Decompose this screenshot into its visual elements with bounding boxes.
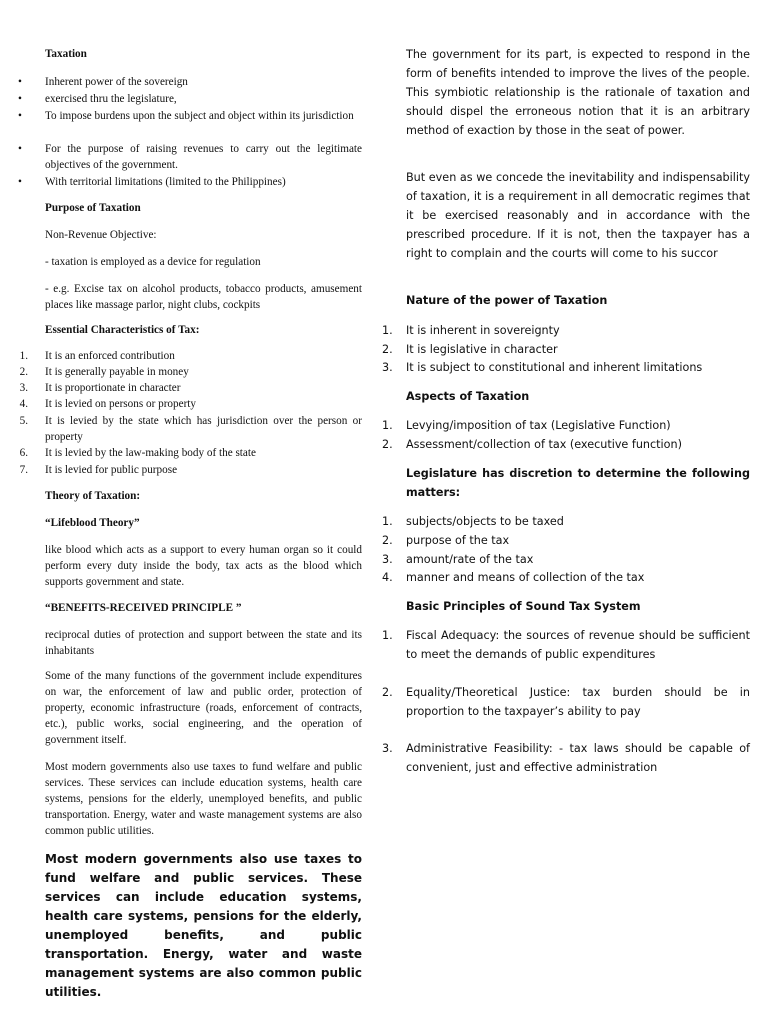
list-number: 2. <box>19 366 28 378</box>
list-item: It is proportionate in character <box>45 382 181 394</box>
excise-example-text: - e.g. Excise tax on alcohol products, tobacco products, amusement places like massage parlor, night clubs, cockpits <box>45 283 362 311</box>
heading-essential-characteristics: Essential Characteristics of Tax: <box>45 324 200 336</box>
bullet-marker: • <box>18 176 22 188</box>
list-number: 1. <box>19 350 28 362</box>
list-item: It is an enforced contribution <box>45 350 175 362</box>
heading-aspects: Aspects of Taxation <box>406 390 530 403</box>
modern-governments-text: Most modern governments also use taxes to fund welfare and public services. These services can include education systems, health care systems, pensions for the elderly, unemployed benefits, and public transportation. Energy, water and waste management systems are also common public utilities. <box>45 761 362 837</box>
heading-purpose: Purpose of Taxation <box>45 202 141 214</box>
benefits-text: reciprocal duties of protection and support between the state and its inhabitants <box>45 629 362 657</box>
list-item: Administrative Feasibility: - tax laws should be capable of convenient, just and effective administration <box>406 742 750 774</box>
list-item: Inherent power of the sovereign <box>45 76 188 88</box>
lifeblood-text: like blood which acts as a support to every human organ so it could perform every duty inside the body, tax acts as the blood which supports government and state. <box>45 544 362 588</box>
list-number: 1. <box>382 629 393 642</box>
list-item: purpose of the tax <box>406 534 510 547</box>
list-item: For the purpose of raising revenues to carry out the legitimate objectives of the government. <box>45 143 362 171</box>
list-number: 2. <box>382 686 393 699</box>
heading-taxation: Taxation <box>45 48 87 60</box>
heading-basic-principles: Basic Principles of Sound Tax System <box>406 600 641 613</box>
functions-text: Some of the many functions of the government include expenditures on war, the enforcement of law and public order, protection of property, economic infrastructure (roads, enforcement of contracts, etc.), public works, social engineering, and the operation of government itself. <box>45 670 362 746</box>
bullet-marker: • <box>18 76 22 88</box>
list-number: 4. <box>382 571 393 584</box>
heading-theory: Theory of Taxation: <box>45 490 141 502</box>
list-number: 2. <box>382 534 393 547</box>
bullet-marker: • <box>18 143 22 155</box>
heading-benefits-received: “BENEFITS-RECEIVED PRINCIPLE ” <box>45 602 242 614</box>
list-item: To impose burdens upon the subject and object within its jurisdiction <box>45 110 354 122</box>
list-item: It is levied by the state which has jurisdiction over the person or property <box>45 415 362 443</box>
list-item: Assessment/collection of tax (executive function) <box>406 438 682 451</box>
heading-lifeblood: “Lifeblood Theory” <box>45 517 140 529</box>
list-item: amount/rate of the tax <box>406 553 534 566</box>
list-item: It is levied by the law-making body of the state <box>45 447 256 459</box>
list-item: Equality/Theoretical Justice: tax burden should be in proportion to the taxpayer’s ability to pay <box>406 686 750 718</box>
list-number: 3. <box>19 382 28 394</box>
list-item: manner and means of collection of the tax <box>406 571 645 584</box>
list-item: It is levied for public purpose <box>45 464 178 476</box>
list-number: 3. <box>382 553 393 566</box>
list-number: 1. <box>382 419 393 432</box>
list-number: 2. <box>382 343 393 356</box>
modern-governments-text-bold: Most modern governments also use taxes to fund welfare and public services. These services can include education systems, health care systems, pensions for the elderly, unemployed benefits, and public transportation. Energy, water and waste management systems are also common public utilities. <box>45 852 362 999</box>
reasonable-exercise-paragraph: But even as we concede the inevitability and indispensability of taxation, it is a requirement in all democratic regimes that it be exercised reasonably and in accordance with the prescribed procedure. If it is not, then the taxpayer has a right to complain and the courts will come to his succor <box>406 171 750 260</box>
list-number: 5. <box>19 415 28 427</box>
non-revenue-label: Non-Revenue Objective: <box>45 229 157 241</box>
bullet-marker: • <box>18 110 22 122</box>
list-item: It is legislative in character <box>406 343 558 356</box>
list-number: 3. <box>382 361 393 374</box>
list-item: It is inherent in sovereignty <box>406 324 560 337</box>
heading-nature-of-power: Nature of the power of Taxation <box>406 294 608 307</box>
list-number: 1. <box>382 324 393 337</box>
list-item: subjects/objects to be taxed <box>406 515 564 528</box>
list-number: 4. <box>19 398 28 410</box>
list-item: It is subject to constitutional and inherent limitations <box>406 361 703 374</box>
list-number: 2. <box>382 438 393 451</box>
list-number: 6. <box>19 447 28 459</box>
list-item: exercised thru the legislature, <box>45 93 177 105</box>
heading-legislature-discretion: Legislature has discretion to determine the following matters: <box>406 467 750 499</box>
list-item: It is generally payable in money <box>45 366 189 378</box>
regulation-text: - taxation is employed as a device for regulation <box>45 256 261 268</box>
list-item: It is levied on persons or property <box>45 398 196 410</box>
list-number: 7. <box>19 464 28 476</box>
list-item: Levying/imposition of tax (Legislative Function) <box>406 419 671 432</box>
list-number: 1. <box>382 515 393 528</box>
list-item: Fiscal Adequacy: the sources of revenue should be sufficient to meet the demands of public expenditures <box>406 629 750 661</box>
list-item: With territorial limitations (limited to the Philippines) <box>45 176 286 188</box>
government-response-paragraph: The government for its part, is expected to respond in the form of benefits intended to improve the lives of the people. This symbiotic relationship is the rationale of taxation and should dispel the erroneous notion that it is an arbitrary method of exaction by those in the seat of power. <box>406 48 750 137</box>
list-number: 3. <box>382 742 393 755</box>
bullet-marker: • <box>18 93 22 105</box>
